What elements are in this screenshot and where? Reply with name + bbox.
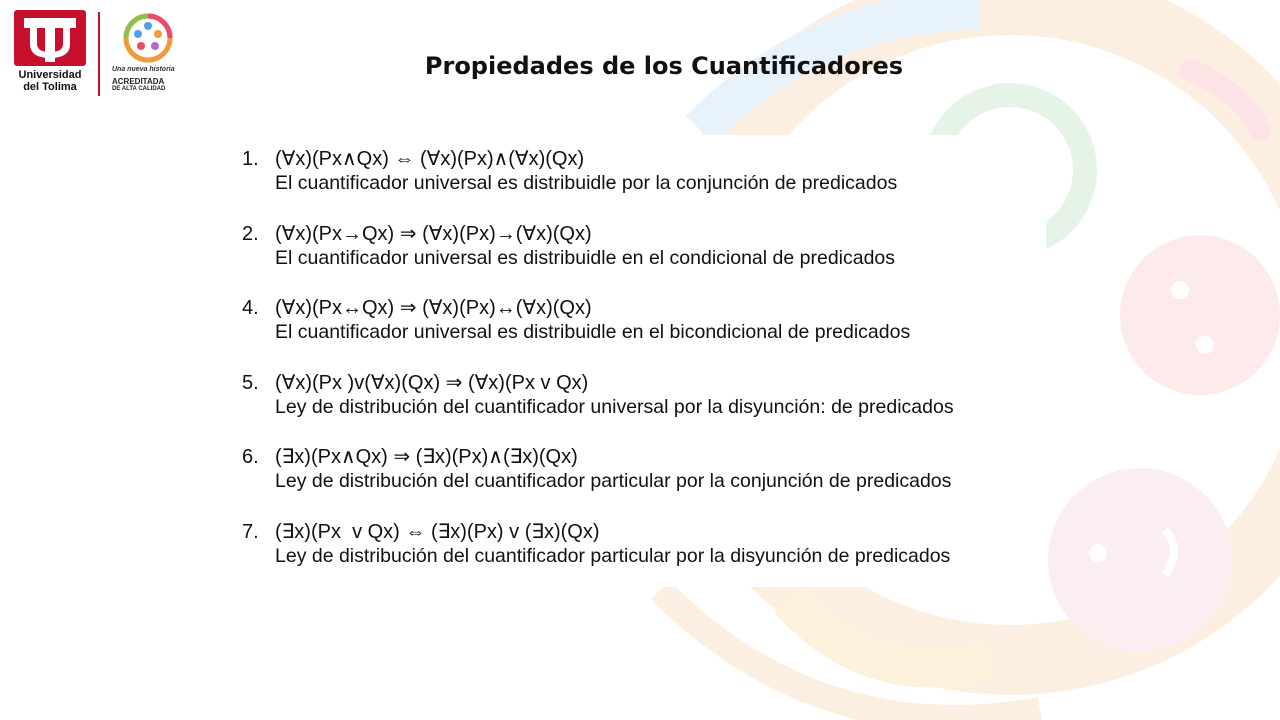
property-item — [240, 520, 1046, 595]
accreditation-tagline: Una nueva historia — [112, 66, 175, 73]
property-description: Ley de distribución del cuantificador particular por la conjunción de predicados — [275, 470, 952, 492]
property-item — [240, 296, 1046, 371]
property-number: 7. — [242, 520, 259, 543]
property-item — [240, 371, 1046, 446]
property-item — [240, 222, 1046, 297]
university-name-line1: Universidad — [18, 69, 82, 81]
property-description: Ley de distribución del cuantificador particular por la disyunción de predicados — [275, 544, 951, 567]
property-formula: (∃x)(Px v Qx) ⇔ (∃x)(Px) v (∃x)(Qx) — [275, 520, 600, 543]
property-formula: (∃x)(Px∧Qx) ⇒ (∃x)(Px)∧(∃x)(Qx) — [275, 446, 578, 468]
property-description: El cuantificador universal es distribuidle en el condicional de predicados — [275, 246, 896, 269]
property-formula: (∀x)(Px→Qx) ⇒ (∀x)(Px)→(∀x)(Qx) — [275, 222, 592, 245]
property-description: El cuantificador universal es distribuidle por la conjunción de predicados — [275, 172, 898, 194]
property-description: El cuantificador universal es distribuidle en el bicondicional de predicados — [275, 321, 911, 343]
property-number: 5. — [242, 371, 259, 394]
property-number: 6. — [242, 446, 259, 468]
university-name-line2: del Tolima — [23, 81, 77, 93]
property-item — [240, 445, 1046, 520]
page-title: Propiedades de los Cuantificadores — [424, 52, 904, 80]
property-formula: (∀x)(Px∧Qx) ⇔ (∀x)(Px)∧(∀x)(Qx) — [275, 148, 585, 170]
accreditation-line1: ACREDITADA — [112, 77, 165, 86]
property-formula: (∀x)(Px↔Qx) ⇒ (∀x)(Px)↔(∀x)(Qx) — [275, 297, 592, 319]
property-number: 4. — [242, 297, 259, 319]
property-description: Ley de distribución del cuantificador universal por la disyunción: de predicados — [275, 395, 954, 418]
property-number: 2. — [242, 222, 259, 245]
property-item — [240, 147, 1046, 222]
property-number: 1. — [242, 148, 259, 170]
property-formula: (∀x)(Px )v(∀x)(Qx) ⇒ (∀x)(Px v Qx) — [275, 371, 589, 394]
properties-list — [240, 147, 1046, 594]
slide-header — [0, 0, 1280, 110]
accreditation-line2: DE ALTA CALIDAD — [112, 86, 166, 92]
properties-panel — [232, 135, 1046, 587]
